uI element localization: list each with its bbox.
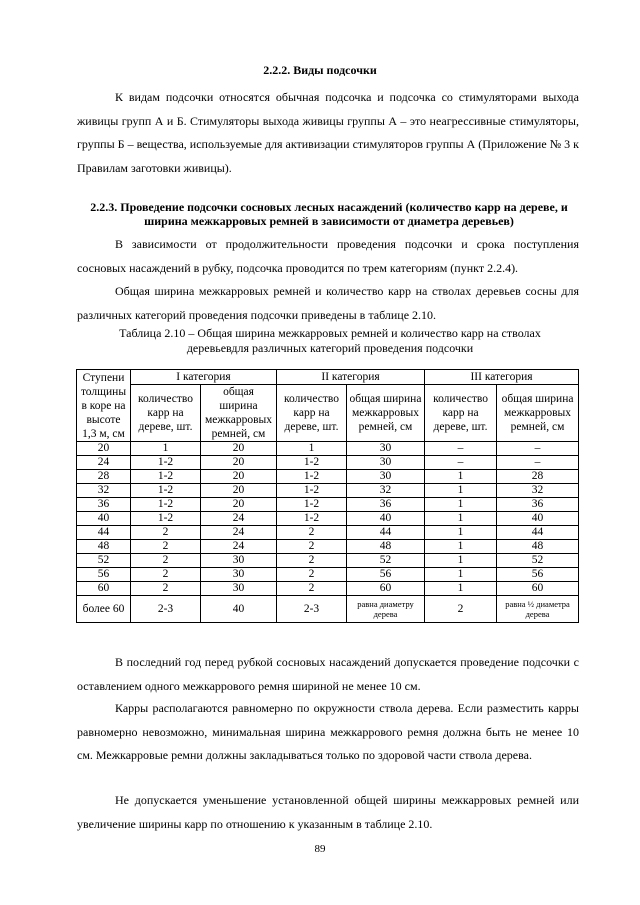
table-cell: 2 <box>131 526 201 540</box>
table-cell: 40 <box>497 512 579 526</box>
header-width: общая ширина межкарровых ремней, см <box>497 385 579 442</box>
table-cell: 1 <box>425 582 497 596</box>
header-category-3: III категория <box>425 370 579 385</box>
table-cell: 48 <box>497 540 579 554</box>
table-cell: 1 <box>425 512 497 526</box>
table-cell: 56 <box>347 568 425 582</box>
table-cell: 56 <box>77 568 131 582</box>
table-cell: – <box>497 442 579 456</box>
header-category-2: II категория <box>277 370 425 385</box>
table-body <box>77 442 579 623</box>
table-cell: – <box>425 442 497 456</box>
table-cell: равна диаметру дерева <box>347 596 425 623</box>
table-cell: 24 <box>201 540 277 554</box>
table-cell: 60 <box>347 582 425 596</box>
header-thickness-step: Ступени толщины в коре на высоте 1,3 м, см <box>77 370 131 442</box>
table-cell: 1 <box>425 526 497 540</box>
table-cell: 1-2 <box>131 470 201 484</box>
table-cell: 36 <box>347 498 425 512</box>
table-cell: 2 <box>131 582 201 596</box>
table-cell: 2-3 <box>277 596 347 623</box>
table-cell: 30 <box>347 456 425 470</box>
table-caption: Таблица 2.10 – Общая ширина межкарровых ремней и количество карр на стволах деревьевдля различных категорий проведения подсочки <box>119 326 541 355</box>
header-count: количество карр на дереве, шт. <box>425 385 497 442</box>
table-cell: 30 <box>347 442 425 456</box>
table-cell: 36 <box>77 498 131 512</box>
table-cell: 1-2 <box>131 484 201 498</box>
table-cell: 2 <box>425 596 497 623</box>
table-row <box>77 526 579 540</box>
table-cell: 52 <box>497 554 579 568</box>
table-row <box>77 498 579 512</box>
table-cell: 44 <box>77 526 131 540</box>
table-cell: 2 <box>277 540 347 554</box>
table-row <box>77 554 579 568</box>
table-cell: 20 <box>201 470 277 484</box>
table-cell: 48 <box>77 540 131 554</box>
table-cell: 24 <box>201 512 277 526</box>
paragraph-width: Общая ширина межкарровых ремней и количество карр на стволах деревьев сосны для различных категорий проведения подсочки приведены в таблице 2.10. <box>77 284 579 322</box>
table-cell: 1 <box>425 470 497 484</box>
table-cell: 28 <box>77 470 131 484</box>
table-cell: 30 <box>347 470 425 484</box>
table-cell: 2 <box>277 582 347 596</box>
table-cell: 52 <box>347 554 425 568</box>
table-cell: 28 <box>497 470 579 484</box>
table-cell: – <box>425 456 497 470</box>
table-cell: 1-2 <box>277 470 347 484</box>
table-cell: 60 <box>497 582 579 596</box>
table-row <box>77 568 579 582</box>
table-cell: 40 <box>77 512 131 526</box>
table-cell: 2 <box>131 554 201 568</box>
table-cell: 44 <box>497 526 579 540</box>
table-row <box>77 512 579 526</box>
table-cell: 20 <box>201 456 277 470</box>
table-cell: 36 <box>497 498 579 512</box>
table-cell: 1-2 <box>277 498 347 512</box>
table-cell: 56 <box>497 568 579 582</box>
table-cell: 1-2 <box>131 512 201 526</box>
table-cell: 52 <box>77 554 131 568</box>
table-cell: 2-3 <box>131 596 201 623</box>
table-cell: 30 <box>201 554 277 568</box>
header-category-1: I категория <box>131 370 277 385</box>
table-cell: 20 <box>77 442 131 456</box>
table-cell: 20 <box>201 498 277 512</box>
table-cell: 40 <box>347 512 425 526</box>
table-row <box>77 442 579 456</box>
table-cell: 2 <box>131 568 201 582</box>
table-cell: 2 <box>277 526 347 540</box>
table-cell: 1 <box>425 484 497 498</box>
table-cell: 30 <box>201 582 277 596</box>
page-number: 89 <box>314 843 326 855</box>
table-cell: 30 <box>201 568 277 582</box>
table-cell: 24 <box>201 526 277 540</box>
table-cell: 60 <box>77 582 131 596</box>
table-cell: 1 <box>425 568 497 582</box>
table-cell: 48 <box>347 540 425 554</box>
paragraph-last-year: В последний год перед рубкой сосновых насаждений допускается проведение подсочки с оставлением одного межкаррового ремня шириной не менее 10 см. <box>77 655 579 693</box>
header-count: количество карр на дереве, шт. <box>131 385 201 442</box>
table-cell: 1-2 <box>131 456 201 470</box>
table-cell: 1 <box>425 498 497 512</box>
table-cell: 32 <box>77 484 131 498</box>
table-cell: 1 <box>425 554 497 568</box>
table-cell: 1-2 <box>277 512 347 526</box>
table-2-10 <box>76 369 579 623</box>
section-heading-types: 2.2.2. Виды подсочки <box>263 63 377 77</box>
table-cell: 1 <box>425 540 497 554</box>
paragraph-carres: Карры располагаются равномерно по окружности ствола дерева. Если разместить карры равномерно невозможно, минимальная ширина межкаррового ремня должна быть не менее 10 см. Межкарровые ремни должны закладываться только по здоровой части ствола дерева. <box>77 701 579 762</box>
header-count: количество карр на дереве, шт. <box>277 385 347 442</box>
table-cell: 24 <box>77 456 131 470</box>
header-width: общая ширина межкарровых ремней, см <box>347 385 425 442</box>
table-cell: 40 <box>201 596 277 623</box>
table-cell: 2 <box>277 568 347 582</box>
table-cell: равна ½ диаметра дерева <box>497 596 579 623</box>
header-width: общая ширина межкарровых ремней, см <box>201 385 277 442</box>
table-cell: 20 <box>201 442 277 456</box>
table-cell: 1-2 <box>277 456 347 470</box>
table-cell: 1-2 <box>131 498 201 512</box>
table-cell: 44 <box>347 526 425 540</box>
table-cell: 20 <box>201 484 277 498</box>
table-row <box>77 470 579 484</box>
section-heading-conduct: 2.2.3. Проведение подсочки сосновых лесных насаждений (количество карр на дереве, и ширина межкарровых ремней в зависимости от диаметра деревьев) <box>90 200 568 228</box>
table-cell: 2 <box>131 540 201 554</box>
table-cell: 1 <box>277 442 347 456</box>
paragraph-categories: В зависимости от продолжительности проведения подсочки и срока поступления сосновых насаждений в рубку, подсочка проводится по трем категориям (пункт 2.2.4). <box>77 237 579 275</box>
table-row <box>77 582 579 596</box>
table-cell: 1-2 <box>277 484 347 498</box>
table-cell: – <box>497 456 579 470</box>
paragraph-types: К видам подсочки относятся обычная подсочка и подсочка со стимуляторами выхода живицы групп А и Б. Стимуляторы выхода живицы группы А – это неагрессивные стимуляторы, группы Б – вещества, используемые для активизации стимуляторов группы А (Приложение № 3 к Правилам заготовки живицы). <box>77 90 579 175</box>
table-row <box>77 540 579 554</box>
table-cell: 2 <box>277 554 347 568</box>
table-cell: 32 <box>347 484 425 498</box>
table-row-last <box>77 596 579 623</box>
table-cell: более 60 <box>77 596 131 623</box>
paragraph-forbidden: Не допускается уменьшение установленной общей ширины межкарровых ремней или увеличение ширины карр по отношению к указанным в таблице 2.10. <box>77 793 579 831</box>
table-row <box>77 484 579 498</box>
table-cell: 32 <box>497 484 579 498</box>
table-cell: 1 <box>131 442 201 456</box>
table-row <box>77 456 579 470</box>
